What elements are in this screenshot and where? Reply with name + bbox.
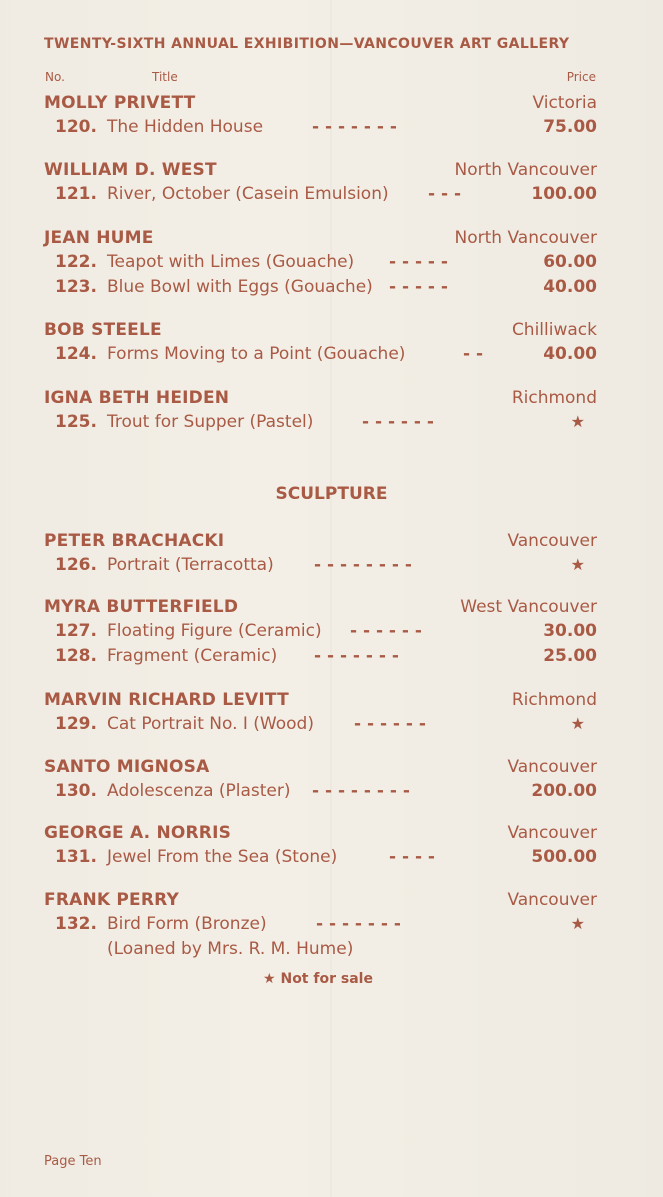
work-title: Trout for Supper (Pastel) xyxy=(107,412,314,432)
work-number: 126. xyxy=(55,555,97,575)
page-header: TWENTY-SIXTH ANNUAL EXHIBITION—VANCOUVER ART GALLERY xyxy=(44,36,570,52)
leader-dashes: - - - - - - - xyxy=(312,117,397,137)
work-price: 40.00 xyxy=(543,277,597,297)
artist-name: IGNA BETH HEIDEN xyxy=(44,388,230,408)
leader-dashes: - - - - - - xyxy=(350,621,422,641)
artist-city: North Vancouver xyxy=(454,228,597,248)
leader-dashes: - - - - - - - xyxy=(314,646,399,666)
leader-dashes: - - - - - - - - xyxy=(312,781,410,801)
work-title: River, October (Casein Emulsion) xyxy=(107,184,389,204)
work-price: 40.00 xyxy=(543,344,597,364)
work-row xyxy=(44,117,597,142)
work-number: 120. xyxy=(55,117,97,137)
artist-name: FRANK PERRY xyxy=(44,890,180,910)
loan-note-text: (Loaned by Mrs. R. M. Hume) xyxy=(107,939,354,959)
work-title: Adolescenza (Plaster) xyxy=(107,781,291,801)
artist-name: PETER BRACHACKI xyxy=(44,531,225,551)
artist-city: Vancouver xyxy=(507,890,597,910)
artist-name: MYRA BUTTERFIELD xyxy=(44,597,239,617)
artist-name: GEORGE A. NORRIS xyxy=(44,823,232,843)
work-number: 121. xyxy=(55,184,97,204)
work-price: 25.00 xyxy=(543,646,597,666)
work-number: 129. xyxy=(55,714,97,734)
artist-city: Richmond xyxy=(511,690,597,710)
not-for-sale-star-icon: ★ xyxy=(570,412,585,431)
not-for-sale-star-icon: ★ xyxy=(570,914,585,933)
work-title: Teapot with Limes (Gouache) xyxy=(107,252,355,272)
work-title: Bird Form (Bronze) xyxy=(107,914,267,934)
work-price: 100.00 xyxy=(531,184,597,204)
leader-dashes: - - - - - - - xyxy=(316,914,401,934)
work-title: Cat Portrait No. I (Wood) xyxy=(107,714,314,734)
work-title: Jewel From the Sea (Stone) xyxy=(107,847,338,867)
loan-note xyxy=(44,939,597,963)
work-number: 130. xyxy=(55,781,97,801)
work-title: Fragment (Ceramic) xyxy=(107,646,278,666)
column-header-title: Title xyxy=(152,70,178,84)
artist-city: Victoria xyxy=(532,93,597,113)
catalogue-entry xyxy=(44,531,597,580)
artist-city: Vancouver xyxy=(507,531,597,551)
work-title: Portrait (Terracotta) xyxy=(107,555,274,575)
work-title: Blue Bowl with Eggs (Gouache) xyxy=(107,277,373,297)
artist-city: Vancouver xyxy=(507,823,597,843)
work-title: Forms Moving to a Point (Gouache) xyxy=(107,344,406,364)
work-title: The Hidden House xyxy=(107,117,264,137)
leader-dashes: - - - - - xyxy=(389,252,448,272)
catalogue-entry xyxy=(44,388,597,437)
work-number: 127. xyxy=(55,621,97,641)
artist-name: MOLLY PRIVETT xyxy=(44,93,196,113)
work-number: 125. xyxy=(55,412,97,432)
leader-dashes: - - - - xyxy=(389,847,435,867)
work-row xyxy=(44,555,597,580)
artist-name: BOB STEELE xyxy=(44,320,162,340)
work-number: 123. xyxy=(55,277,97,297)
catalogue-entry xyxy=(44,890,597,963)
catalogue-entry xyxy=(44,93,597,142)
leader-dashes: - - - - - xyxy=(389,277,448,297)
artist-name: MARVIN RICHARD LEVITT xyxy=(44,690,289,710)
work-row xyxy=(44,252,597,277)
column-header-no: No. xyxy=(45,70,65,84)
work-price: 60.00 xyxy=(543,252,597,272)
work-title: Floating Figure (Ceramic) xyxy=(107,621,322,641)
artist-city: West Vancouver xyxy=(460,597,597,617)
catalogue-entry xyxy=(44,597,597,671)
work-price: 30.00 xyxy=(543,621,597,641)
artist-city: Chilliwack xyxy=(511,320,597,340)
catalogue-entry xyxy=(44,320,597,369)
leader-dashes: - - - xyxy=(428,184,462,204)
work-row xyxy=(44,344,597,369)
artist-name: JEAN HUME xyxy=(44,228,154,248)
work-row xyxy=(44,277,597,302)
catalogue-entry xyxy=(44,160,597,209)
catalogue-entry xyxy=(44,228,597,302)
work-row xyxy=(44,847,597,872)
work-number: 124. xyxy=(55,344,97,364)
catalogue-entry xyxy=(44,757,597,806)
artist-city: Richmond xyxy=(511,388,597,408)
not-for-sale-legend: ★ Not for sale xyxy=(263,971,373,987)
artist-city: North Vancouver xyxy=(454,160,597,180)
column-header-price: Price xyxy=(566,70,596,84)
leader-dashes: - - - - - - xyxy=(354,714,426,734)
work-number: 131. xyxy=(55,847,97,867)
leader-dashes: - - - - - - - - xyxy=(314,555,412,575)
leader-dashes: - - - - - - xyxy=(362,412,434,432)
leader-dashes: - - xyxy=(463,344,484,364)
artist-name: WILLIAM D. WEST xyxy=(44,160,217,180)
work-row xyxy=(44,914,597,939)
work-row xyxy=(44,621,597,646)
work-number: 132. xyxy=(55,914,97,934)
work-price: 200.00 xyxy=(531,781,597,801)
work-row xyxy=(44,184,597,209)
work-row xyxy=(44,714,597,739)
work-number: 128. xyxy=(55,646,97,666)
work-price: 500.00 xyxy=(531,847,597,867)
artist-name: SANTO MIGNOSA xyxy=(44,757,210,777)
catalogue-entry xyxy=(44,823,597,872)
work-row xyxy=(44,781,597,806)
work-number: 122. xyxy=(55,252,97,272)
not-for-sale-star-icon: ★ xyxy=(570,714,585,733)
page-number: Page Ten xyxy=(44,1154,102,1169)
catalogue-entry xyxy=(44,690,597,739)
section-title-sculpture: SCULPTURE xyxy=(275,484,388,504)
work-row xyxy=(44,646,597,671)
artist-city: Vancouver xyxy=(507,757,597,777)
work-price: 75.00 xyxy=(543,117,597,137)
work-row xyxy=(44,412,597,437)
not-for-sale-star-icon: ★ xyxy=(570,555,585,574)
